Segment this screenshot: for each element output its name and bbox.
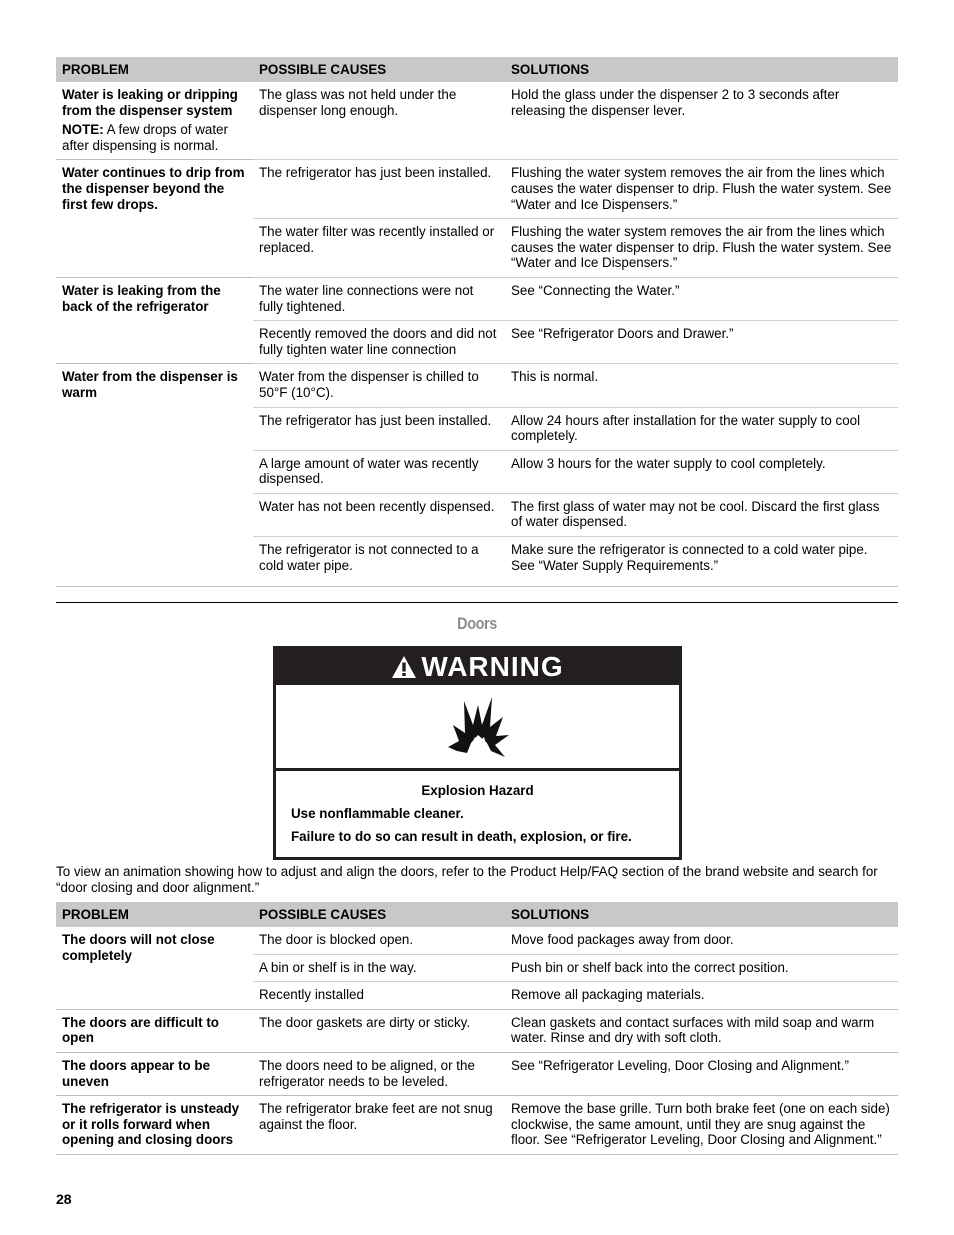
problem-cell — [56, 82, 253, 160]
solution-cell: Allow 3 hours for the water supply to cool completely. — [505, 450, 898, 493]
cause-cell: The door is blocked open. — [253, 927, 505, 954]
cause-cell: Water has not been recently dispensed. — [253, 493, 505, 536]
table-header-row — [56, 902, 898, 927]
troubleshooting-table-doors — [56, 902, 898, 1155]
table-row — [56, 277, 898, 320]
cause-cell: The water line connections were not fully tightened. — [253, 277, 505, 320]
header-possible-causes: POSSIBLE CAUSES — [253, 57, 505, 82]
problem-cell: The refrigerator is unsteady or it rolls forward when opening and closing doors — [56, 1096, 253, 1155]
warning-box — [273, 646, 682, 860]
warning-line-1: Use nonflammable cleaner. — [291, 806, 464, 821]
table-row — [56, 927, 898, 954]
table-row — [56, 82, 898, 160]
solution-cell: The first glass of water may not be cool. Discard the first glass of water dispensed. — [505, 493, 898, 536]
table-row — [56, 1096, 898, 1155]
cause-cell: The doors need to be aligned, or the refrigerator needs to be leveled. — [253, 1052, 505, 1095]
solution-cell: Clean gaskets and contact surfaces with mild soap and warm water. Rinse and dry with soft cloth. — [505, 1009, 898, 1052]
cause-cell: A bin or shelf is in the way. — [253, 954, 505, 982]
header-possible-causes: POSSIBLE CAUSES — [253, 902, 505, 927]
cause-cell: Water from the dispenser is chilled to 50°F (10°C). — [253, 364, 505, 407]
problem-cell: The doors are difficult to open — [56, 1009, 253, 1052]
page-number: 28 — [56, 1191, 72, 1207]
header-problem: PROBLEM — [56, 902, 253, 927]
warning-line-2: Failure to do so can result in death, explosion, or fire. — [291, 829, 632, 844]
header-solutions: SOLUTIONS — [505, 57, 898, 82]
solution-cell: Flushing the water system removes the air from the lines which causes the water dispenser to drip. Flush the water system. See “Water and Ice Dispensers.” — [505, 219, 898, 278]
cause-cell: The refrigerator has just been installed. — [253, 407, 505, 450]
header-solutions: SOLUTIONS — [505, 902, 898, 927]
problem-text: Water is leaking or dripping from the dispenser system — [62, 87, 238, 118]
table-row — [56, 160, 898, 219]
warning-triangle-icon — [391, 655, 417, 679]
problem-cell: The doors appear to be uneven — [56, 1052, 253, 1095]
warning-hazard-title: Explosion Hazard — [421, 783, 534, 798]
problem-note — [62, 122, 247, 153]
problem-cell: Water is leaking from the back of the refrigerator — [56, 277, 253, 363]
solution-cell: Remove all packaging materials. — [505, 982, 898, 1010]
problem-cell: Water from the dispenser is warm — [56, 364, 253, 587]
troubleshooting-table-water — [56, 57, 898, 587]
problem-cell: The doors will not close completely — [56, 927, 253, 1009]
cause-cell: The refrigerator brake feet are not snug against the floor. — [253, 1096, 505, 1155]
solution-cell: Push bin or shelf back into the correct position. — [505, 954, 898, 982]
solution-cell: See “Refrigerator Doors and Drawer.” — [505, 321, 898, 364]
cause-cell: The refrigerator has just been installed. — [253, 160, 505, 219]
solution-cell: See “Connecting the Water.” — [505, 277, 898, 320]
section-title-doors: Doors — [457, 614, 497, 633]
table-header-row — [56, 57, 898, 82]
problem-cell: Water continues to drip from the dispenser beyond the first few drops. — [56, 160, 253, 278]
note-text: A few drops of water after dispensing is normal. — [62, 122, 228, 153]
note-label: NOTE: — [62, 122, 104, 138]
section-divider — [56, 602, 898, 603]
warning-icon-area — [276, 685, 679, 771]
table-row — [56, 1052, 898, 1095]
solution-cell: This is normal. — [505, 364, 898, 407]
cause-cell: The refrigerator is not connected to a cold water pipe. — [253, 537, 505, 587]
warning-text — [276, 783, 679, 844]
cause-cell: Recently removed the doors and did not fully tighten water line connection — [253, 321, 505, 364]
table-row — [56, 364, 898, 407]
cause-cell: Recently installed — [253, 982, 505, 1010]
solution-cell: Hold the glass under the dispenser 2 to 3 seconds after releasing the dispenser lever. — [505, 82, 898, 160]
solution-cell: Allow 24 hours after installation for the water supply to cool completely. — [505, 407, 898, 450]
cause-cell: A large amount of water was recently dispensed. — [253, 450, 505, 493]
cause-cell: The door gaskets are dirty or sticky. — [253, 1009, 505, 1052]
solution-cell: Move food packages away from door. — [505, 927, 898, 954]
solution-cell: Remove the base grille. Turn both brake feet (one on each side) clockwise, the same amount, until they are snug against the floor. See “Refrigerator Leveling, Door Closing and Alignment.” — [505, 1096, 898, 1155]
intro-paragraph: To view an animation showing how to adjust and align the doors, refer to the Product Help/FAQ section of the brand website and search for “door closing and door alignment.” — [56, 864, 878, 895]
warning-header — [276, 649, 679, 685]
explosion-icon — [445, 695, 511, 759]
cause-cell: The water filter was recently installed or replaced. — [253, 219, 505, 278]
header-problem: PROBLEM — [56, 57, 253, 82]
solution-cell: Flushing the water system removes the air from the lines which causes the water dispenser to drip. Flush the water system. See “Water and Ice Dispensers.” — [505, 160, 898, 219]
table-row — [56, 1009, 898, 1052]
warning-header-text: WARNING — [421, 651, 564, 682]
solution-cell: Make sure the refrigerator is connected to a cold water pipe. See “Water Supply Requirements.” — [505, 537, 898, 587]
cause-cell: The glass was not held under the dispenser long enough. — [253, 82, 505, 160]
solution-cell: See “Refrigerator Leveling, Door Closing and Alignment.” — [505, 1052, 898, 1095]
